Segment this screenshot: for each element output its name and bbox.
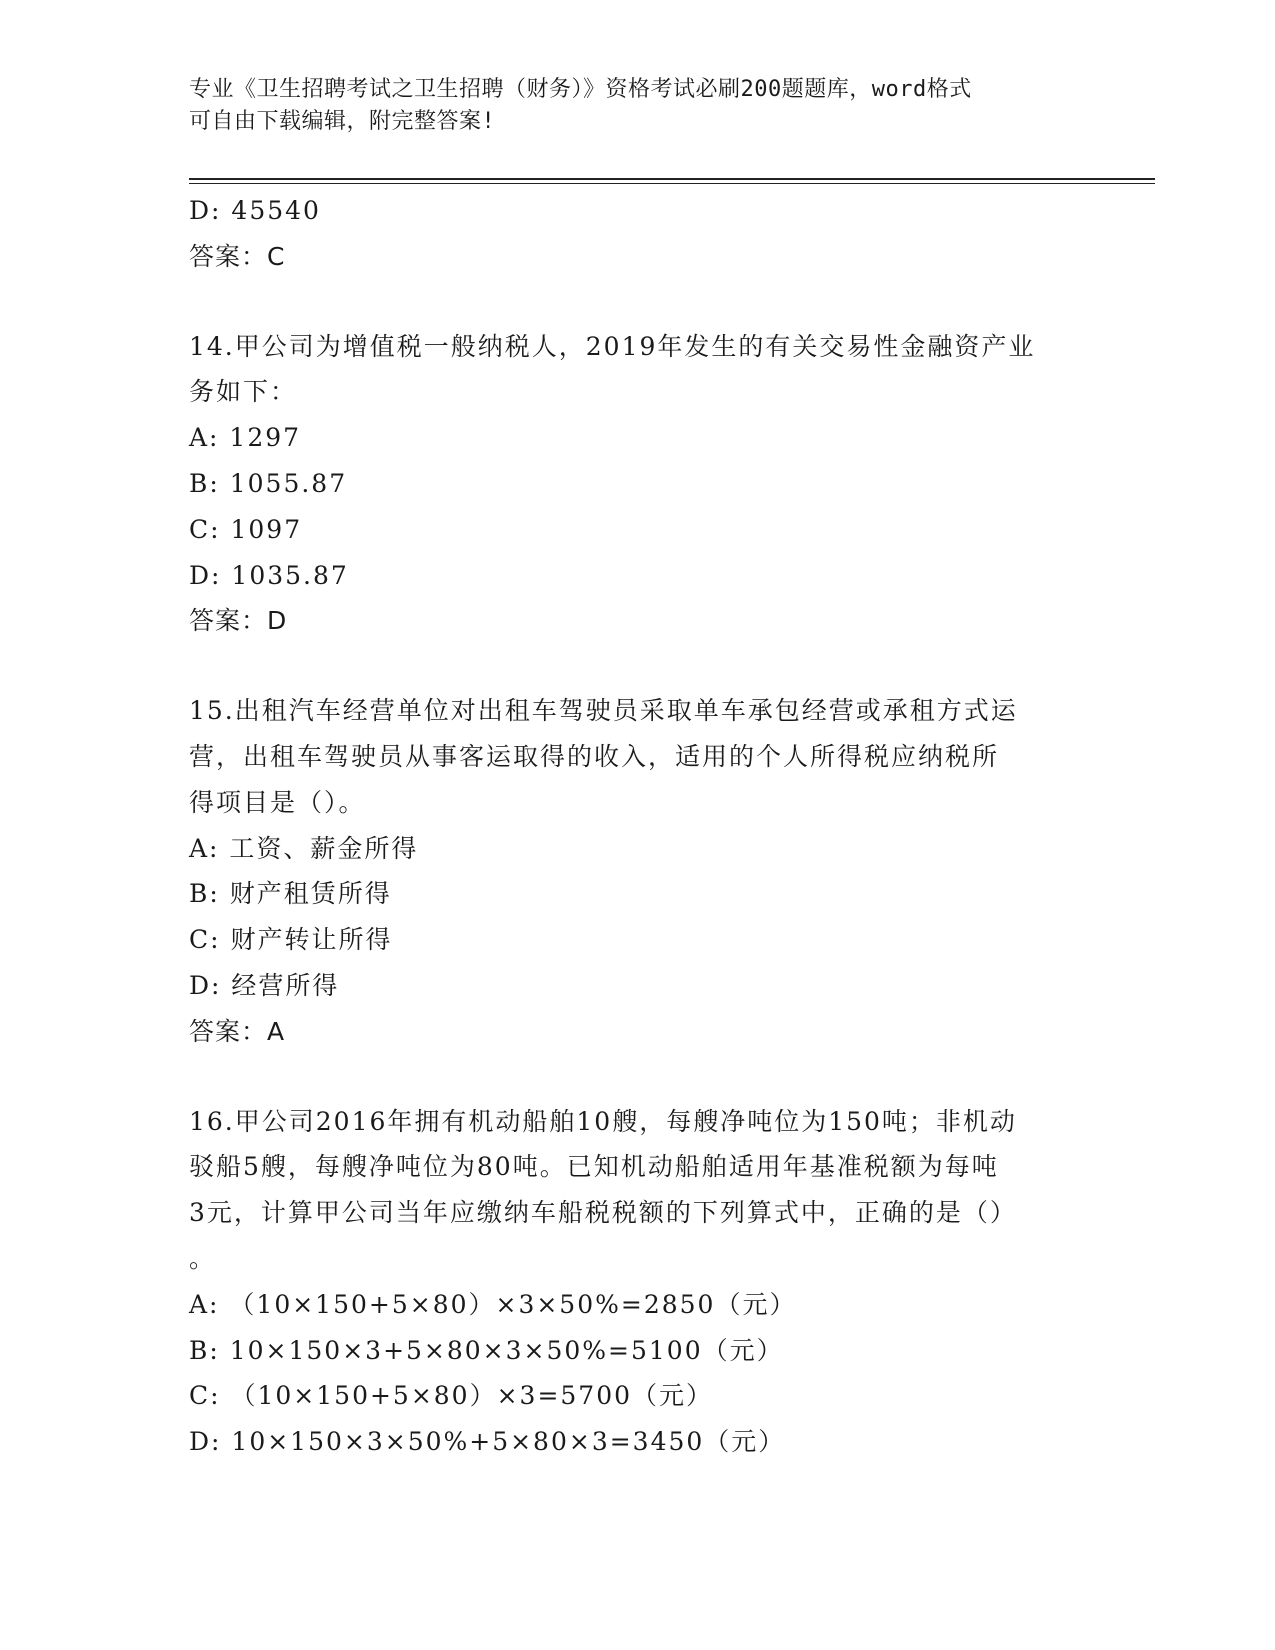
previous-question-tail bbox=[189, 188, 1089, 280]
document-header bbox=[189, 74, 1069, 138]
option-c: C: 财产转让所得 bbox=[189, 925, 393, 955]
header-line-2: 可自由下载编辑，附完整答案! bbox=[189, 109, 496, 134]
question-15 bbox=[189, 688, 1089, 1054]
option-d: D: 45540 bbox=[189, 196, 321, 225]
question-text-line: 驳船5艘，每艘净吨位为80吨。已知机动船舶适用年基准税额为每吨 bbox=[189, 1152, 999, 1182]
question-text-line: 。 bbox=[189, 1243, 217, 1273]
answer: 答案：D bbox=[189, 606, 288, 636]
header-rule-thick bbox=[189, 178, 1155, 180]
option-d: D: 经营所得 bbox=[189, 970, 340, 1000]
option-d: D: 1035.87 bbox=[189, 560, 349, 590]
option-c: C: 1097 bbox=[189, 514, 303, 544]
question-text-line: 15.出租汽车经营单位对出租车驾驶员采取单车承包经营或承租方式运 bbox=[189, 696, 1018, 726]
question-text-line: 14.甲公司为增值税一般纳税人，2019年发生的有关交易性金融资产业 bbox=[189, 331, 1036, 361]
option-d: D: 10×150×3×50%+5×80×3=3450（元） bbox=[189, 1427, 786, 1457]
option-b: B: 1055.87 bbox=[189, 468, 348, 498]
question-text-line: 务如下： bbox=[189, 377, 298, 407]
header-line-1: 专业《卫生招聘考试之卫生招聘（财务）》资格考试必刷200题题库，word格式 bbox=[189, 77, 972, 102]
option-a: A: 工资、薪金所得 bbox=[189, 833, 419, 863]
option-b: B: 10×150×3+5×80×3×50%=5100（元） bbox=[189, 1335, 784, 1365]
question-text-line: 3元，计算甲公司当年应缴纳车船税税额的下列算式中，正确的是（） bbox=[189, 1198, 1017, 1228]
document-body bbox=[189, 188, 1089, 1465]
question-text-line: 营，出租车驾驶员从事客运取得的收入，适用的个人所得税应纳税所 bbox=[189, 741, 1000, 771]
question-text-line: 得项目是（）。 bbox=[189, 787, 366, 817]
option-c: C: （10×150+5×80）×3=5700（元） bbox=[189, 1381, 714, 1411]
answer: 答案：C bbox=[189, 241, 286, 271]
answer: 答案：A bbox=[189, 1016, 286, 1046]
question-text-line: 16.甲公司2016年拥有机动船舶10艘，每艘净吨位为150吨；非机动 bbox=[189, 1106, 1017, 1136]
header-rule-thin bbox=[189, 183, 1155, 184]
option-a: A: 1297 bbox=[189, 423, 302, 453]
option-a: A: （10×150+5×80）×3×50%=2850（元） bbox=[189, 1289, 797, 1319]
question-16 bbox=[189, 1099, 1089, 1465]
option-b: B: 财产租赁所得 bbox=[189, 879, 392, 909]
question-14 bbox=[189, 324, 1089, 645]
